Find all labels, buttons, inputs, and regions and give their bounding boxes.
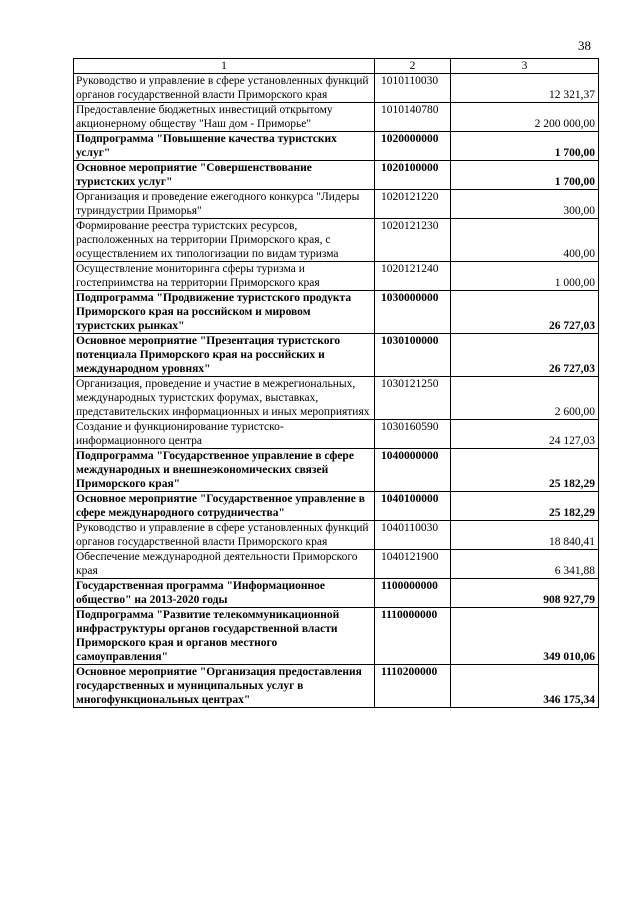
row-name: Основное мероприятие "Государственное управление в сфере международного сотрудничества" [74, 492, 375, 521]
row-amount: 349 010,06 [451, 608, 599, 665]
row-name: Предоставление бюджетных инвестиций открытому акционерному обществу "Наш дом - Приморье" [74, 103, 375, 132]
row-name: Основное мероприятие "Организация предоставления государственных и муниципальных услуг в многофункциональных центрах" [74, 665, 375, 708]
table-row [74, 219, 599, 262]
row-name: Организация, проведение и участие в межрегиональных, международных туристских форумах, выставках, представительских информационных и иных мероприятиях [74, 377, 375, 420]
table-row [74, 291, 599, 334]
table-row [74, 103, 599, 132]
row-amount: 12 321,37 [451, 74, 599, 103]
row-amount: 26 727,03 [451, 334, 599, 377]
table-row [74, 665, 599, 708]
row-amount: 25 182,29 [451, 492, 599, 521]
row-code: 1030100000 [375, 334, 451, 377]
row-code: 1020100000 [375, 161, 451, 190]
budget-table [73, 58, 599, 708]
row-amount: 18 840,41 [451, 521, 599, 550]
row-name: Основное мероприятие "Совершенствование туристских услуг" [74, 161, 375, 190]
table-row [74, 420, 599, 449]
row-code: 1040110030 [375, 521, 451, 550]
table-row [74, 74, 599, 103]
table-row [74, 161, 599, 190]
row-code: 1030000000 [375, 291, 451, 334]
row-name: Создание и функционирование туристско-информационного центра [74, 420, 375, 449]
table-row [74, 190, 599, 219]
row-amount: 400,00 [451, 219, 599, 262]
row-amount: 346 175,34 [451, 665, 599, 708]
row-amount: 300,00 [451, 190, 599, 219]
row-code: 1010110030 [375, 74, 451, 103]
row-code: 1020121240 [375, 262, 451, 291]
row-code: 1020121230 [375, 219, 451, 262]
row-name: Формирование реестра туристских ресурсов, расположенных на территории Приморского края, с осуществлением их типологизации по видам туризма [74, 219, 375, 262]
row-name: Государственная программа "Информационное общество" на 2013-2020 годы [74, 579, 375, 608]
row-code: 1030121250 [375, 377, 451, 420]
row-name: Руководство и управление в сфере установленных функций органов государственной власти Приморского края [74, 74, 375, 103]
table-row [74, 550, 599, 579]
row-name: Подпрограмма "Продвижение туристского продукта Приморского края на российском и мировом туристских рынках" [74, 291, 375, 334]
table-row [74, 334, 599, 377]
row-amount: 2 200 000,00 [451, 103, 599, 132]
row-name: Осуществление мониторинга сферы туризма и гостеприимства на территории Приморского края [74, 262, 375, 291]
row-code: 1010140780 [375, 103, 451, 132]
row-name: Подпрограмма "Повышение качества туристских услуг" [74, 132, 375, 161]
row-name: Основное мероприятие "Презентация туристского потенциала Приморского края на российских и международном уровнях" [74, 334, 375, 377]
row-name: Организация и проведение ежегодного конкурса "Лидеры туриндустрии Приморья" [74, 190, 375, 219]
row-code: 1100000000 [375, 579, 451, 608]
table-header-row [74, 59, 599, 74]
header-col-2: 2 [375, 59, 451, 74]
header-col-1: 1 [74, 59, 375, 74]
table-row [74, 492, 599, 521]
row-name: Обеспечение международной деятельности Приморского края [74, 550, 375, 579]
row-amount: 25 182,29 [451, 449, 599, 492]
table-row [74, 262, 599, 291]
row-code: 1030160590 [375, 420, 451, 449]
table-row [74, 608, 599, 665]
row-amount: 6 341,88 [451, 550, 599, 579]
table-row [74, 579, 599, 608]
row-code: 1020000000 [375, 132, 451, 161]
row-code: 1020121220 [375, 190, 451, 219]
row-code: 1040100000 [375, 492, 451, 521]
table-row [74, 132, 599, 161]
table-row [74, 521, 599, 550]
page-number: 38 [578, 38, 591, 53]
row-name: Подпрограмма "Государственное управление в сфере международных и внешнеэкономических связей Приморского края" [74, 449, 375, 492]
row-code: 1040121900 [375, 550, 451, 579]
row-amount: 1 000,00 [451, 262, 599, 291]
row-amount: 1 700,00 [451, 132, 599, 161]
row-amount: 908 927,79 [451, 579, 599, 608]
row-amount: 1 700,00 [451, 161, 599, 190]
row-amount: 24 127,03 [451, 420, 599, 449]
row-code: 1110000000 [375, 608, 451, 665]
table-row [74, 449, 599, 492]
row-amount: 2 600,00 [451, 377, 599, 420]
table-row [74, 377, 599, 420]
row-name: Подпрограмма "Развитие телекоммуникационной инфраструктуры органов государственной власти Приморского края и органов местного самоуправления" [74, 608, 375, 665]
header-col-3: 3 [451, 59, 599, 74]
row-code: 1110200000 [375, 665, 451, 708]
row-code: 1040000000 [375, 449, 451, 492]
row-amount: 26 727,03 [451, 291, 599, 334]
row-name: Руководство и управление в сфере установленных функций органов государственной власти Приморского края [74, 521, 375, 550]
